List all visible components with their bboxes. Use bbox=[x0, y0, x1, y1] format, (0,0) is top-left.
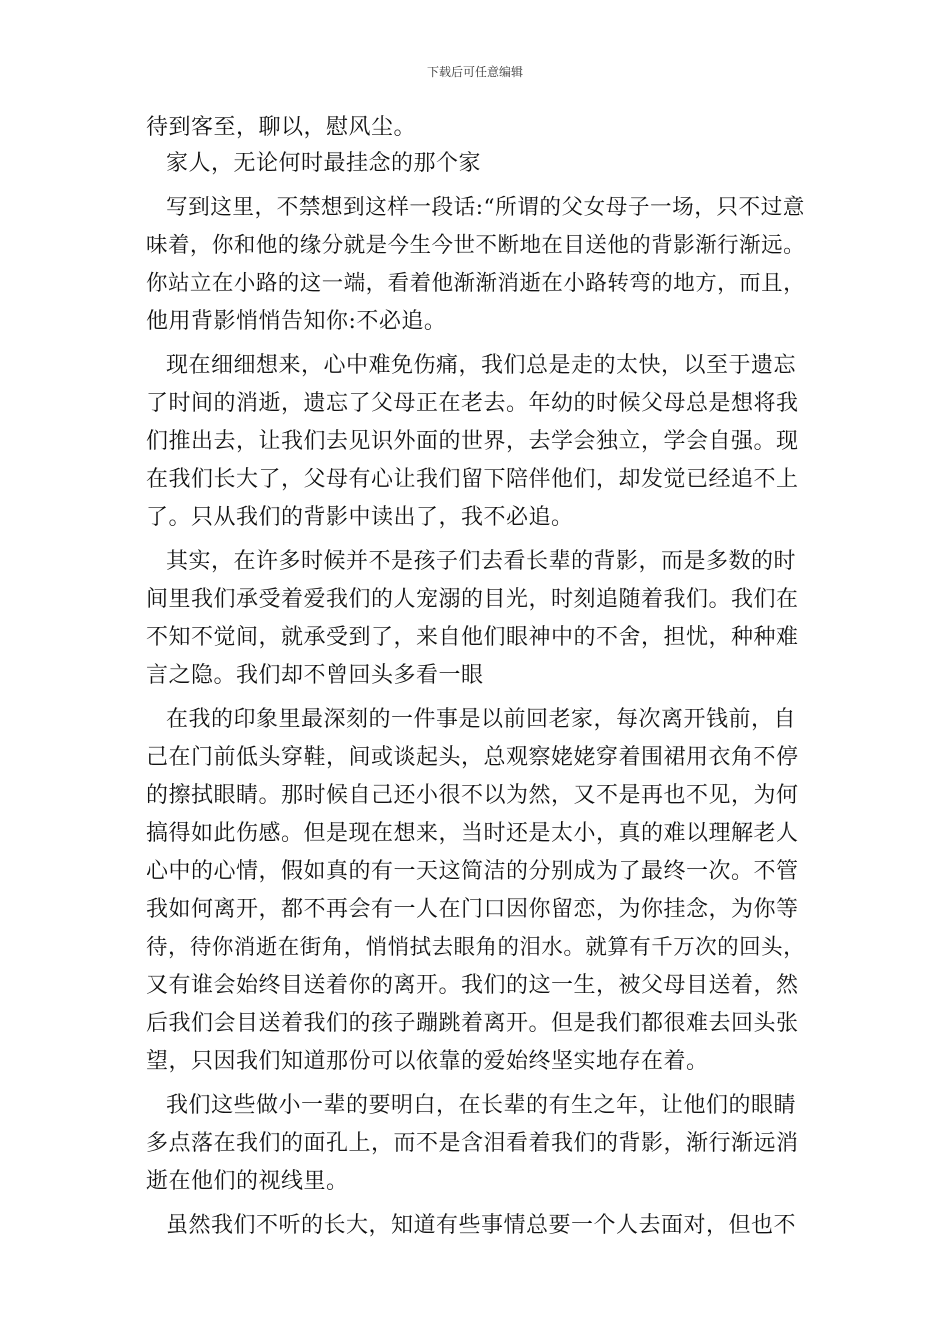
text-line: 我如何离开，都不再会有一人在门口因你留恋，为你挂念，为你等 bbox=[146, 897, 799, 922]
text-line: 虽然我们不听的长大，知道有些事情总要一个人去面对，但也不 bbox=[166, 1213, 797, 1238]
text-line: 写到这里，不禁想到这样一段话:“所谓的父女母子一场，只不过意 bbox=[166, 195, 805, 220]
text-line: 待，待你消逝在街角，悄悄拭去眼角的泪水。就算有千万次的回头， bbox=[146, 935, 806, 960]
text-line: 的擦拭眼睛。那时候自己还小很不以为然，又不是再也不见，为何 bbox=[146, 783, 799, 808]
text-line: 逝在他们的视线里。 bbox=[146, 1169, 349, 1194]
text-line: 后我们会目送着我们的孩子蹦跳着离开。但是我们都很难去回头张 bbox=[146, 1011, 799, 1036]
text-line: 言之隐。我们却不曾回头多看一眼 bbox=[146, 663, 484, 688]
text-line: 心中的心情，假如真的有一天这简洁的分别成为了最终一次。不管 bbox=[146, 859, 799, 884]
text-line: 其实，在许多时候并不是孩子们去看长辈的背影，而是多数的时 bbox=[166, 549, 797, 574]
text-line: 望，只因我们知道那份可以依靠的爱始终坚实地存在着。 bbox=[146, 1049, 709, 1074]
text-line: 不知不觉间，就承受到了，来自他们眼神中的不舍，担忧，种种难 bbox=[146, 625, 799, 650]
text-line: 间里我们承受着爱我们的人宠溺的目光，时刻追随着我们。我们在 bbox=[146, 587, 799, 612]
text-line: 了时间的消逝，遗忘了父母正在老去。年幼的时候父母总是想将我 bbox=[146, 391, 799, 416]
text-line: 在我的印象里最深刻的一件事是以前回老家，每次离开钱前，自 bbox=[166, 707, 797, 732]
text-line: 现在细细想来，心中难免伤痛，我们总是走的太快，以至于遗忘 bbox=[166, 353, 797, 378]
text-line: 们推出去，让我们去见识外面的世界，去学会独立，学会自强。现 bbox=[146, 429, 799, 454]
text-line: 又有谁会始终目送着你的离开。我们的这一生，被父母目送着，然 bbox=[146, 973, 799, 998]
text-line: 在我们长大了，父母有心让我们留下陪伴他们，却发觉已经追不上 bbox=[146, 467, 799, 492]
text-line: 多点落在我们的面孔上，而不是含泪看着我们的背影，渐行渐远消 bbox=[146, 1131, 799, 1156]
text-line: 他用背影悄悄告知你:不必追。 bbox=[146, 309, 447, 334]
page-header: 下载后可任意编辑 bbox=[426, 65, 523, 79]
text-line: 待到客至，聊以，慰风尘。 bbox=[146, 115, 417, 140]
text-line: 你站立在小路的这一端，看着他渐渐消逝在小路转弯的地方，而且， bbox=[146, 271, 806, 296]
text-line: 搞得如此伤感。但是现在想来，当时还是太小，真的难以理解老人 bbox=[146, 821, 799, 846]
text-line: 了。只从我们的背影中读出了，我不必追。 bbox=[146, 505, 574, 530]
text-line: 家人，无论何时最挂念的那个家 bbox=[166, 151, 482, 176]
text-line: 我们这些做小一辈的要明白，在长辈的有生之年，让他们的眼睛 bbox=[166, 1093, 797, 1118]
text-line: 己在门前低头穿鞋，间或谈起头，总观察姥姥穿着围裙用衣角不停 bbox=[146, 745, 799, 770]
text-line: 味着，你和他的缘分就是今生今世不断地在目送他的背影渐行渐远。 bbox=[146, 233, 806, 258]
